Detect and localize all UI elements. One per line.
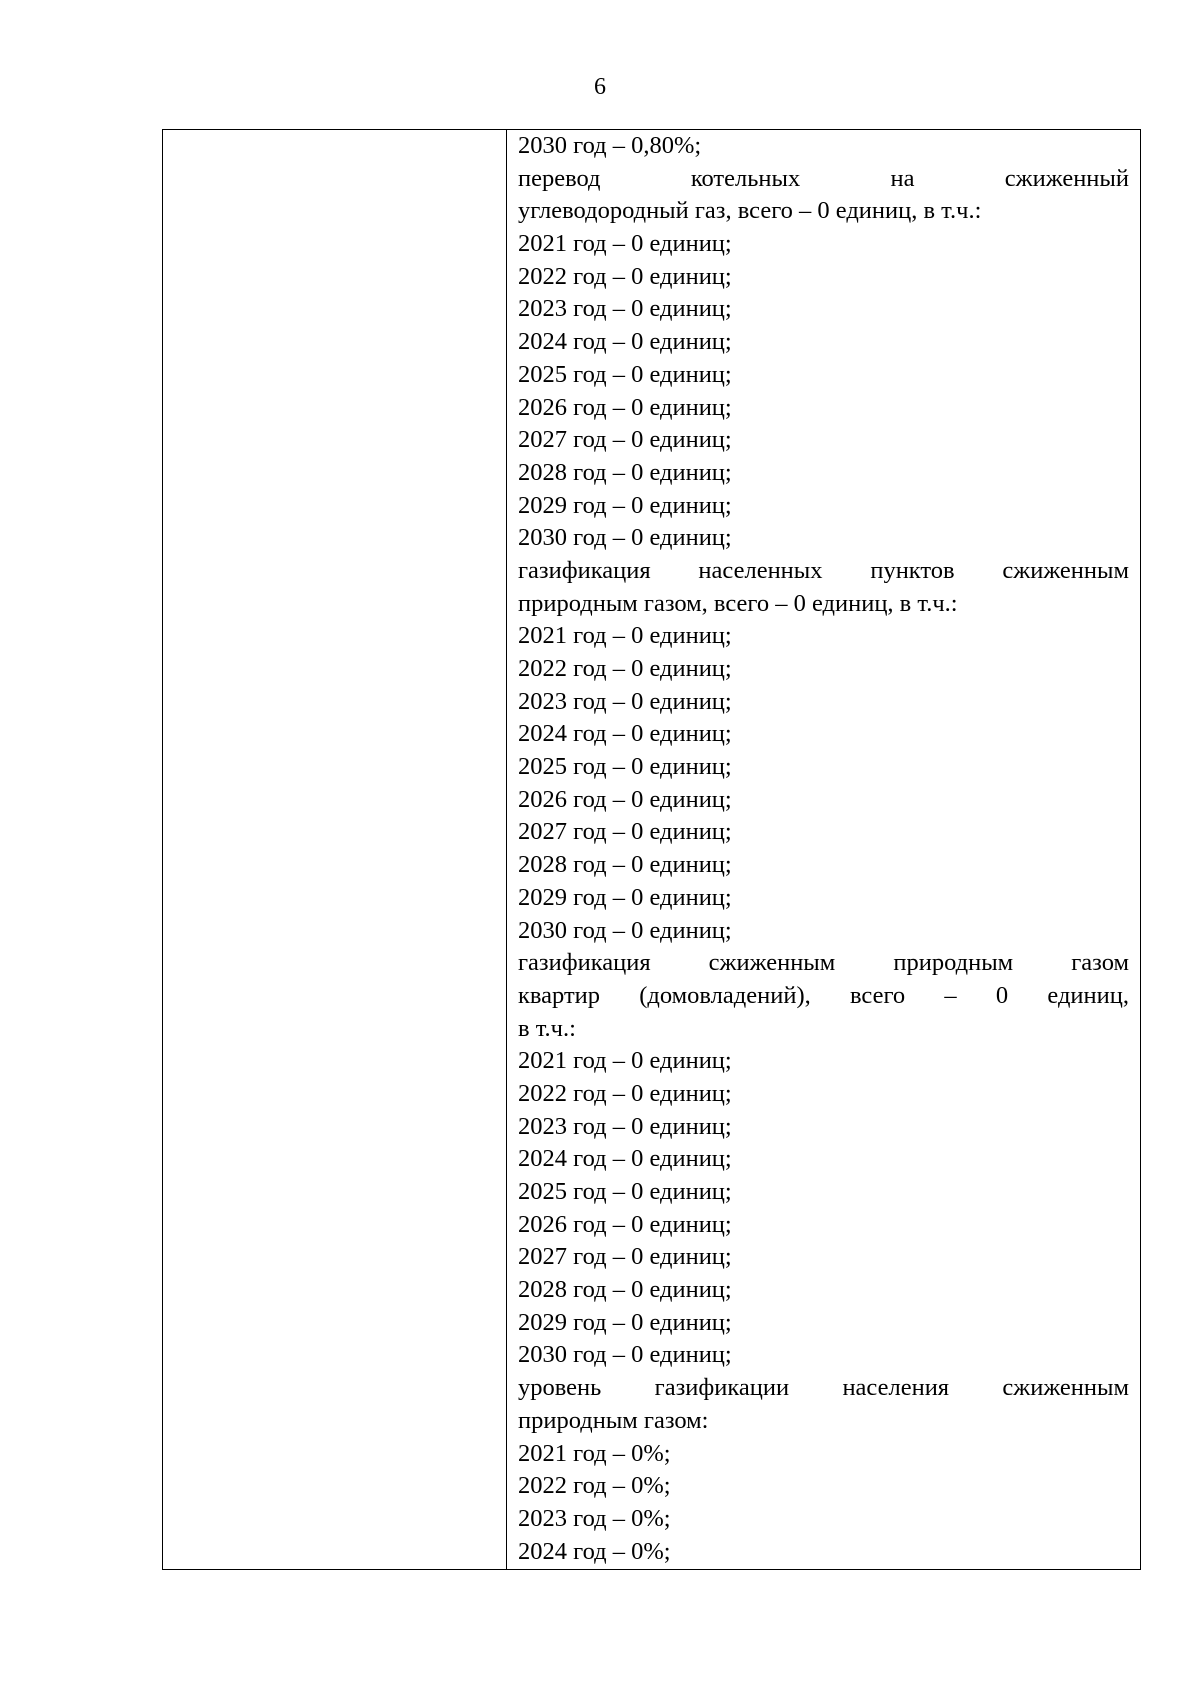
table-cell-line: 2024 год – 0 единиц; <box>518 328 732 356</box>
table-cell-line: газификация сжиженным природным газом <box>518 949 1129 977</box>
table-cell-line: 2028 год – 0 единиц; <box>518 458 732 486</box>
table-cell-line: 2024 год – 0 единиц; <box>518 720 732 748</box>
table-cell-line: 2021 год – 0 единиц; <box>518 230 732 258</box>
table-cell-line: перевод котельных на сжиженный <box>518 164 1129 192</box>
table-cell-line: 2030 год – 0 единиц; <box>518 916 732 944</box>
table-right-cell <box>507 130 1140 1569</box>
table-cell-line: 2022 год – 0%; <box>518 1472 671 1500</box>
table-cell-line: 2025 год – 0 единиц; <box>518 1178 732 1205</box>
document-table <box>162 129 1141 1570</box>
table-cell-line: 2021 год – 0 единиц; <box>518 1047 732 1075</box>
table-cell-line: 2021 год – 0 единиц; <box>518 622 732 650</box>
table-cell-line: квартир (домовладений), всего – 0 единиц, <box>518 981 1129 1009</box>
table-cell-line: 2022 год – 0 единиц; <box>518 262 732 290</box>
table-cell-line: 2028 год – 0 единиц; <box>518 851 732 879</box>
table-cell-line: 2023 год – 0 единиц; <box>518 1112 732 1140</box>
table-cell-line: уровень газификации населения сжиженным <box>518 1374 1129 1402</box>
table-cell-line: 2026 год – 0 единиц; <box>518 785 732 813</box>
table-cell-line: углеводородный газ, всего – 0 единиц, в т.ч.: <box>518 197 982 225</box>
table-cell-line: газификация населенных пунктов сжиженным <box>518 556 1129 584</box>
table-cell-line: 2029 год – 0 единиц; <box>518 491 732 519</box>
table-cell-line: 2023 год – 0 единиц; <box>518 687 732 715</box>
table-cell-line: 2027 год – 0 единиц; <box>518 426 732 454</box>
table-cell-line: 2022 год – 0 единиц; <box>518 1079 732 1107</box>
table-cell-line: природным газом: <box>518 1406 709 1434</box>
table-cell-line: 2026 год – 0 единиц; <box>518 1210 732 1238</box>
table-cell-line: 2030 год – 0 единиц; <box>518 1341 732 1369</box>
table-cell-line: 2029 год – 0 единиц; <box>518 1308 732 1336</box>
table-cell-line: 2027 год – 0 единиц; <box>518 1243 732 1271</box>
table-cell-line: природным газом, всего – 0 единиц, в т.ч.: <box>518 589 958 617</box>
table-cell-line: 2021 год – 0%; <box>518 1439 671 1467</box>
table-cell-line: 2026 год – 0 единиц; <box>518 393 732 421</box>
table-cell-line: 2028 год – 0 единиц; <box>518 1276 732 1304</box>
table-cell-line: 2024 год – 0 единиц; <box>518 1145 732 1173</box>
table-cell-line: 2029 год – 0 единиц; <box>518 883 732 911</box>
table-cell-line: 2030 год – 0,80%; <box>518 132 702 159</box>
table-left-cell <box>163 130 507 1569</box>
table-cell-line: 2023 год – 0 единиц; <box>518 295 732 323</box>
table-cell-line: 2024 год – 0%; <box>518 1537 671 1565</box>
table-cell-line: 2025 год – 0 единиц; <box>518 360 732 388</box>
table-cell-line: 2030 год – 0 единиц; <box>518 524 732 552</box>
table-cell-line: 2027 год – 0 единиц; <box>518 818 732 846</box>
table-cell-line: в т.ч.: <box>518 1014 576 1042</box>
page-number: 6 <box>594 74 606 100</box>
table-cell-line: 2025 год – 0 единиц; <box>518 753 732 781</box>
table-cell-line: 2022 год – 0 единиц; <box>518 655 732 682</box>
table-cell-line: 2023 год – 0%; <box>518 1504 671 1532</box>
